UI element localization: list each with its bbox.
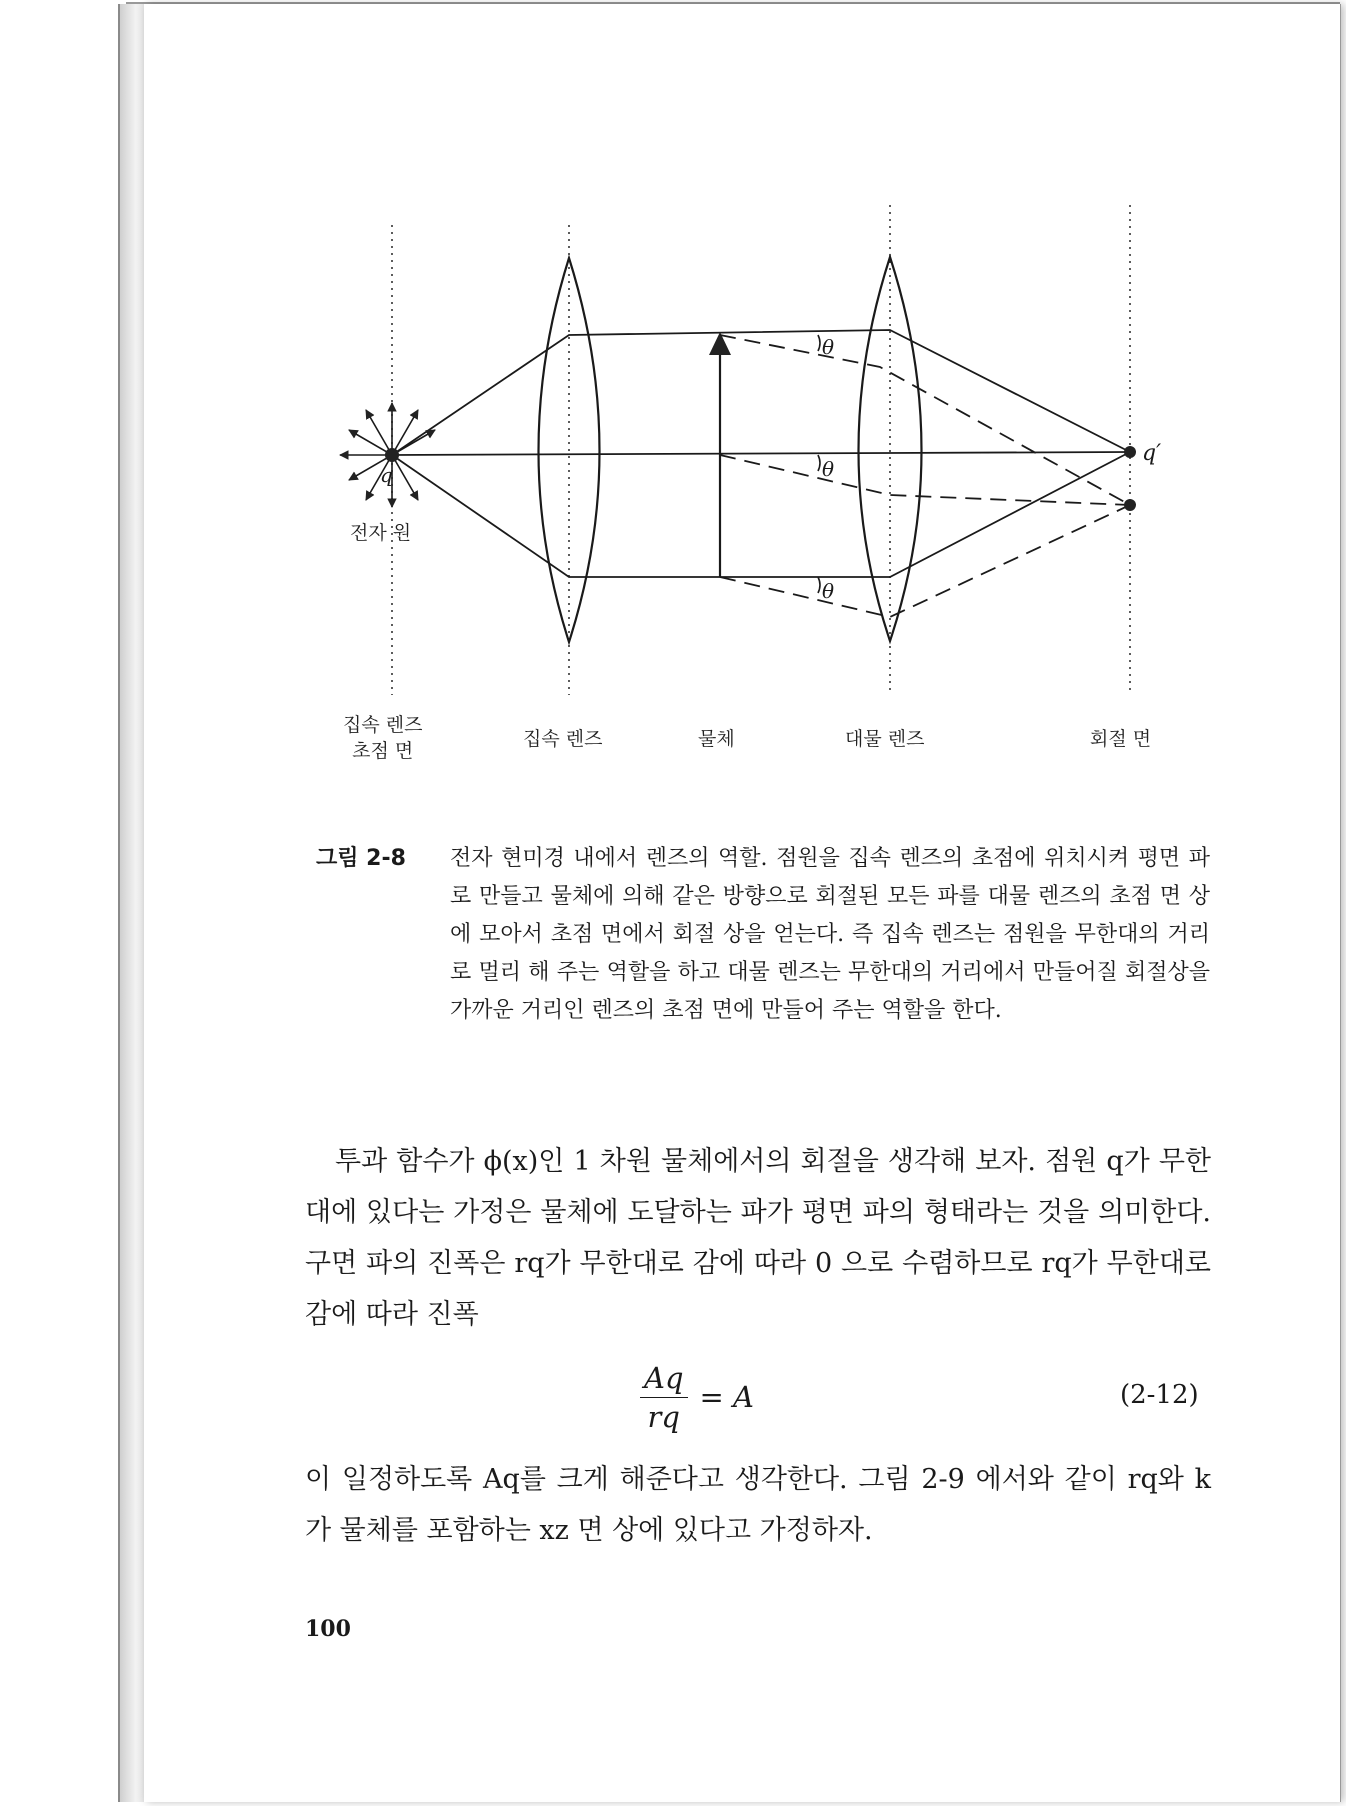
caption-text: 전자 현미경 내에서 렌즈의 역할. 점원을 집속 렌즈의 초점에 위치시켜 평면 파로 만들고 물체에 의해 같은 방향으로 회절된 모든 파를 대물 렌즈의 초점 면 상에 모아서 초점 면에서 회절 상을 얻는다. 즉 집속 렌즈는 점원을 무한대의 거리로 멀리 해 주는 역할을 하고 대물 렌즈는 무한대의 거리에서 만들어질 회절상을 가까운 거리인 렌즈의 초점 면에 만들어 주는 역할을 한다.: [450, 846, 1210, 1023]
theta-label-middle: θ: [822, 457, 835, 481]
condenser-focal-plane-label-line2: 초점 면: [352, 740, 414, 762]
body-paragraph-1: 투과 함수가 ϕ(x)인 1 차원 물체에서의 회절을 생각해 보자. 점원 q가 무한대에 있다는 가정은 물체에 도달하는 파가 평면 파의 형태라는 것을 의미한다. 구면 파의 진폭은 rq가 무한대로 감에 따라 0 으로 수렴하므로 rq가 무한대로 감에 따라 진폭: [305, 1146, 1211, 1330]
objective-lens-label: 대물 렌즈: [845, 728, 925, 750]
q-prime-label: q′: [1142, 441, 1162, 466]
dashed-diffracted-rays: [720, 335, 1130, 617]
diffraction-plane-label: 회절 면: [1090, 728, 1152, 750]
condenser-focal-plane-label: [343, 712, 422, 764]
electron-microscope-lens-diagram: [0, 0, 1346, 800]
theta-label-top: θ: [822, 335, 835, 359]
body-paragraph-2: 이 일정하도록 Aq를 크게 해준다고 생각한다. 그림 2-9 에서와 같이 rq와 k가 물체를 포함하는 xz 면 상에 있다고 가정하자.: [305, 1464, 1211, 1546]
equation-number: (2-12): [1120, 1380, 1199, 1410]
q-label: q: [380, 463, 393, 487]
condenser-focal-plane-label-line1: 집속 렌즈: [343, 714, 423, 736]
object-label: 물체: [698, 728, 735, 750]
theta-label-bottom: θ: [822, 579, 835, 603]
source-label: 전자 원: [350, 522, 412, 544]
equation-rhs: = A: [699, 1380, 754, 1414]
equation-denominator: rq: [647, 1399, 680, 1434]
solid-rays: [392, 330, 1130, 577]
q-prime-point: [1124, 446, 1136, 458]
source-point: [385, 448, 399, 462]
equation-numerator: Aq: [640, 1361, 688, 1398]
diffracted-point: [1124, 499, 1136, 511]
theta-arcs: [818, 335, 820, 593]
equation-fraction: [640, 1361, 688, 1434]
condenser-lens-label: 집속 렌즈: [523, 728, 603, 750]
caption-label: 그림 2-8: [316, 846, 406, 871]
equation-2-12: [640, 1362, 754, 1432]
page-number: 100: [305, 1616, 351, 1642]
